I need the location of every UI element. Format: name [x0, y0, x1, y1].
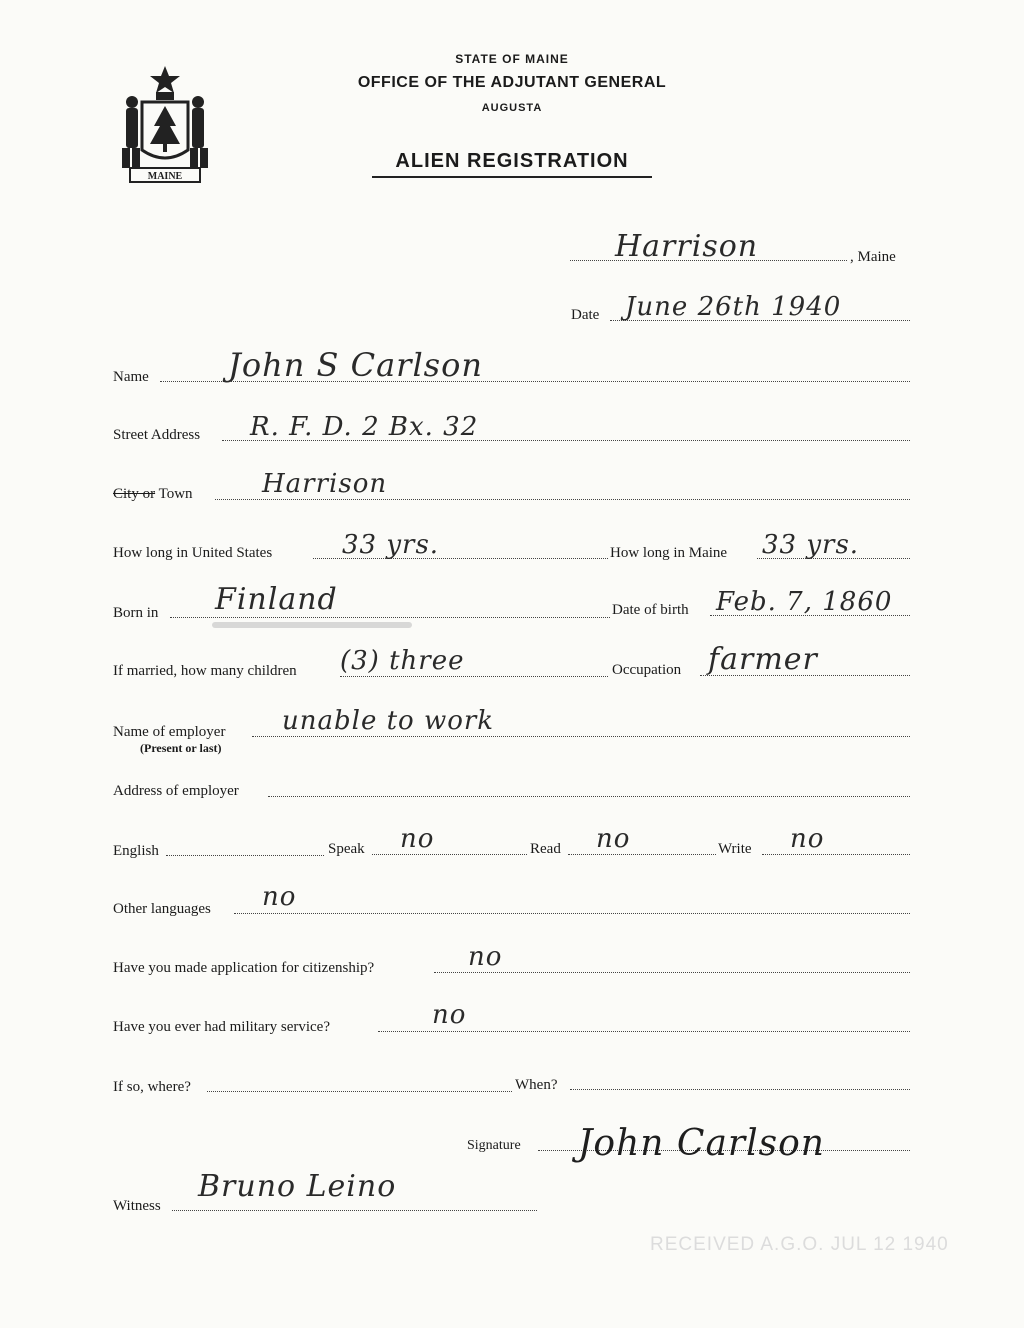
speak-line — [372, 854, 527, 855]
location-suffix: , Maine — [850, 249, 896, 265]
other-languages-label: Other languages — [113, 901, 211, 917]
citizenship-label: Have you made application for citizenship? — [113, 960, 375, 976]
witness-line — [172, 1210, 537, 1211]
witness-label: Witness — [113, 1198, 161, 1214]
years-us-value: 33 yrs. — [342, 530, 440, 560]
write-label: Write — [718, 841, 752, 857]
date-value: June 26th 1940 — [625, 292, 842, 322]
employer-value: unable to work — [282, 706, 495, 736]
years-us-label: How long in United States — [113, 545, 273, 561]
name-value: John S Carlson — [228, 346, 483, 384]
when-line — [570, 1089, 910, 1090]
speak-label: Speak — [328, 841, 365, 857]
employer-sublabel: (Present or last) — [140, 741, 222, 755]
received-stamp: RECEIVED A.G.O. JUL 12 1940 — [650, 1234, 949, 1255]
born-value: Finland — [215, 582, 338, 617]
occupation-label: Occupation — [612, 662, 682, 678]
title-underline — [372, 176, 652, 178]
form-title: ALIEN REGISTRATION — [395, 150, 629, 172]
military-line — [378, 1031, 910, 1032]
seal-text: MAINE — [147, 171, 183, 182]
signature-value: John Carlson — [578, 1123, 825, 1164]
where-label: If so, where? — [113, 1079, 191, 1095]
smudge-mark — [212, 622, 412, 628]
read-line — [568, 854, 716, 855]
when-label: When? — [515, 1077, 558, 1093]
years-maine-value: 33 yrs. — [762, 530, 860, 560]
signature-label: Signature — [467, 1138, 521, 1153]
children-label: If married, how many children — [113, 663, 297, 679]
town-value: Harrison — [262, 469, 388, 499]
english-label: English — [113, 843, 159, 859]
office-heading: OFFICE OF THE ADJUTANT GENERAL — [357, 74, 667, 91]
maine-seal-icon — [112, 62, 218, 190]
citizenship-value: no — [468, 942, 503, 972]
city-struck-label: City or — [113, 486, 156, 502]
children-line — [340, 676, 608, 677]
military-label: Have you ever had military service? — [113, 1019, 330, 1035]
other-languages-line — [234, 913, 910, 914]
employer-label: Name of employer — [113, 724, 226, 740]
born-label: Born in — [113, 605, 159, 621]
employer-address-line — [268, 796, 910, 797]
date-label: Date — [571, 307, 600, 323]
street-value: R. F. D. 2 Bx. 32 — [250, 412, 479, 442]
employer-line — [252, 736, 910, 737]
dob-label: Date of birth — [612, 602, 689, 618]
read-value: no — [596, 824, 631, 854]
speak-value: no — [400, 824, 435, 854]
city-heading: AUGUSTA — [481, 102, 543, 114]
where-line — [207, 1091, 512, 1092]
children-value: (3) three — [340, 646, 465, 676]
state-heading: STATE OF MAINE — [455, 52, 569, 66]
years-maine-label: How long in Maine — [610, 545, 728, 561]
english-line — [166, 855, 324, 856]
other-languages-value: no — [262, 882, 297, 912]
dob-value: Feb. 7, 1860 — [716, 587, 893, 617]
street-label: Street Address — [113, 427, 201, 443]
citizenship-line — [434, 972, 910, 973]
name-label: Name — [113, 369, 149, 385]
military-value: no — [432, 1000, 467, 1030]
occupation-value: farmer — [708, 642, 818, 677]
write-line — [762, 854, 910, 855]
read-label: Read — [530, 841, 561, 857]
town-line — [215, 499, 910, 500]
employer-address-label: Address of employer — [113, 783, 239, 799]
location-value: Harrison — [615, 229, 759, 264]
town-label-text: Town — [158, 486, 193, 502]
town-label — [113, 485, 193, 503]
born-line — [170, 617, 610, 618]
write-value: no — [790, 824, 825, 854]
witness-value: Bruno Leino — [198, 1169, 397, 1204]
